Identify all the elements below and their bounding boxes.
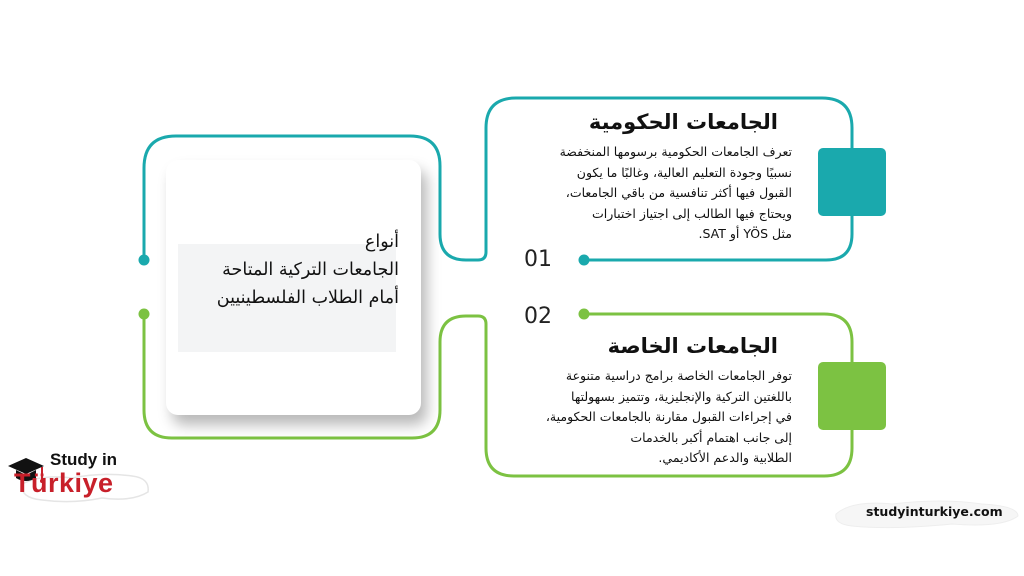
item-title: الجامعات الخاصة — [607, 334, 778, 358]
teal-dot-right — [579, 255, 590, 266]
description-line: الطلابية والدعم الأكاديمي. — [658, 450, 792, 465]
teal-dot-left — [139, 255, 150, 266]
description-line: نسبيًا وجودة التعليم العالية، وغالبًا ما يكون — [576, 164, 792, 180]
study-in-turkiye-logo — [2, 444, 152, 508]
description-line: في إجراءات القبول مقارنة بالجامعات الحكومية، — [545, 409, 792, 424]
description-line: توفر الجامعات الخاصة برامج دراسية متنوعة — [565, 368, 792, 383]
description-line: تعرف الجامعات الحكومية برسومها المنخفضة — [559, 144, 792, 159]
item-number: 02 — [524, 304, 552, 329]
description-line: باللغتين التركية والإنجليزية، وتتميز بسهولتها — [571, 388, 792, 404]
logo-text-turkiye: Türkiye — [14, 468, 114, 498]
center-title-line: الجامعات التركية المتاحة — [222, 260, 399, 280]
logo-text-study-in: Study in — [50, 450, 118, 469]
green-dot-left — [139, 309, 150, 320]
item-number: 01 — [524, 247, 552, 272]
description-line: القبول فيها أكثر تنافسية من باقي الجامعات، — [565, 185, 792, 200]
green-dot-right — [579, 309, 590, 320]
item-description — [546, 366, 792, 469]
website-badge — [832, 496, 1022, 530]
description-line: ويحتاج فيها الطالب إلى اجتياز اختبارات — [592, 205, 792, 221]
website-url: studyinturkiye.com — [866, 504, 1003, 519]
center-title-line: أنواع — [364, 232, 399, 252]
center-card — [166, 160, 421, 415]
center-title-line: أمام الطلاب الفلسطينيين — [216, 288, 399, 308]
green-square-marker — [818, 362, 886, 430]
teal-square-marker — [818, 148, 886, 216]
description-line: إلى جانب اهتمام أكبر بالخدمات — [630, 429, 792, 445]
description-line: مثل YÖS أو SAT. — [698, 226, 792, 241]
center-title — [163, 228, 399, 312]
item-title: الجامعات الحكومية — [588, 110, 778, 134]
item-description — [560, 142, 792, 245]
